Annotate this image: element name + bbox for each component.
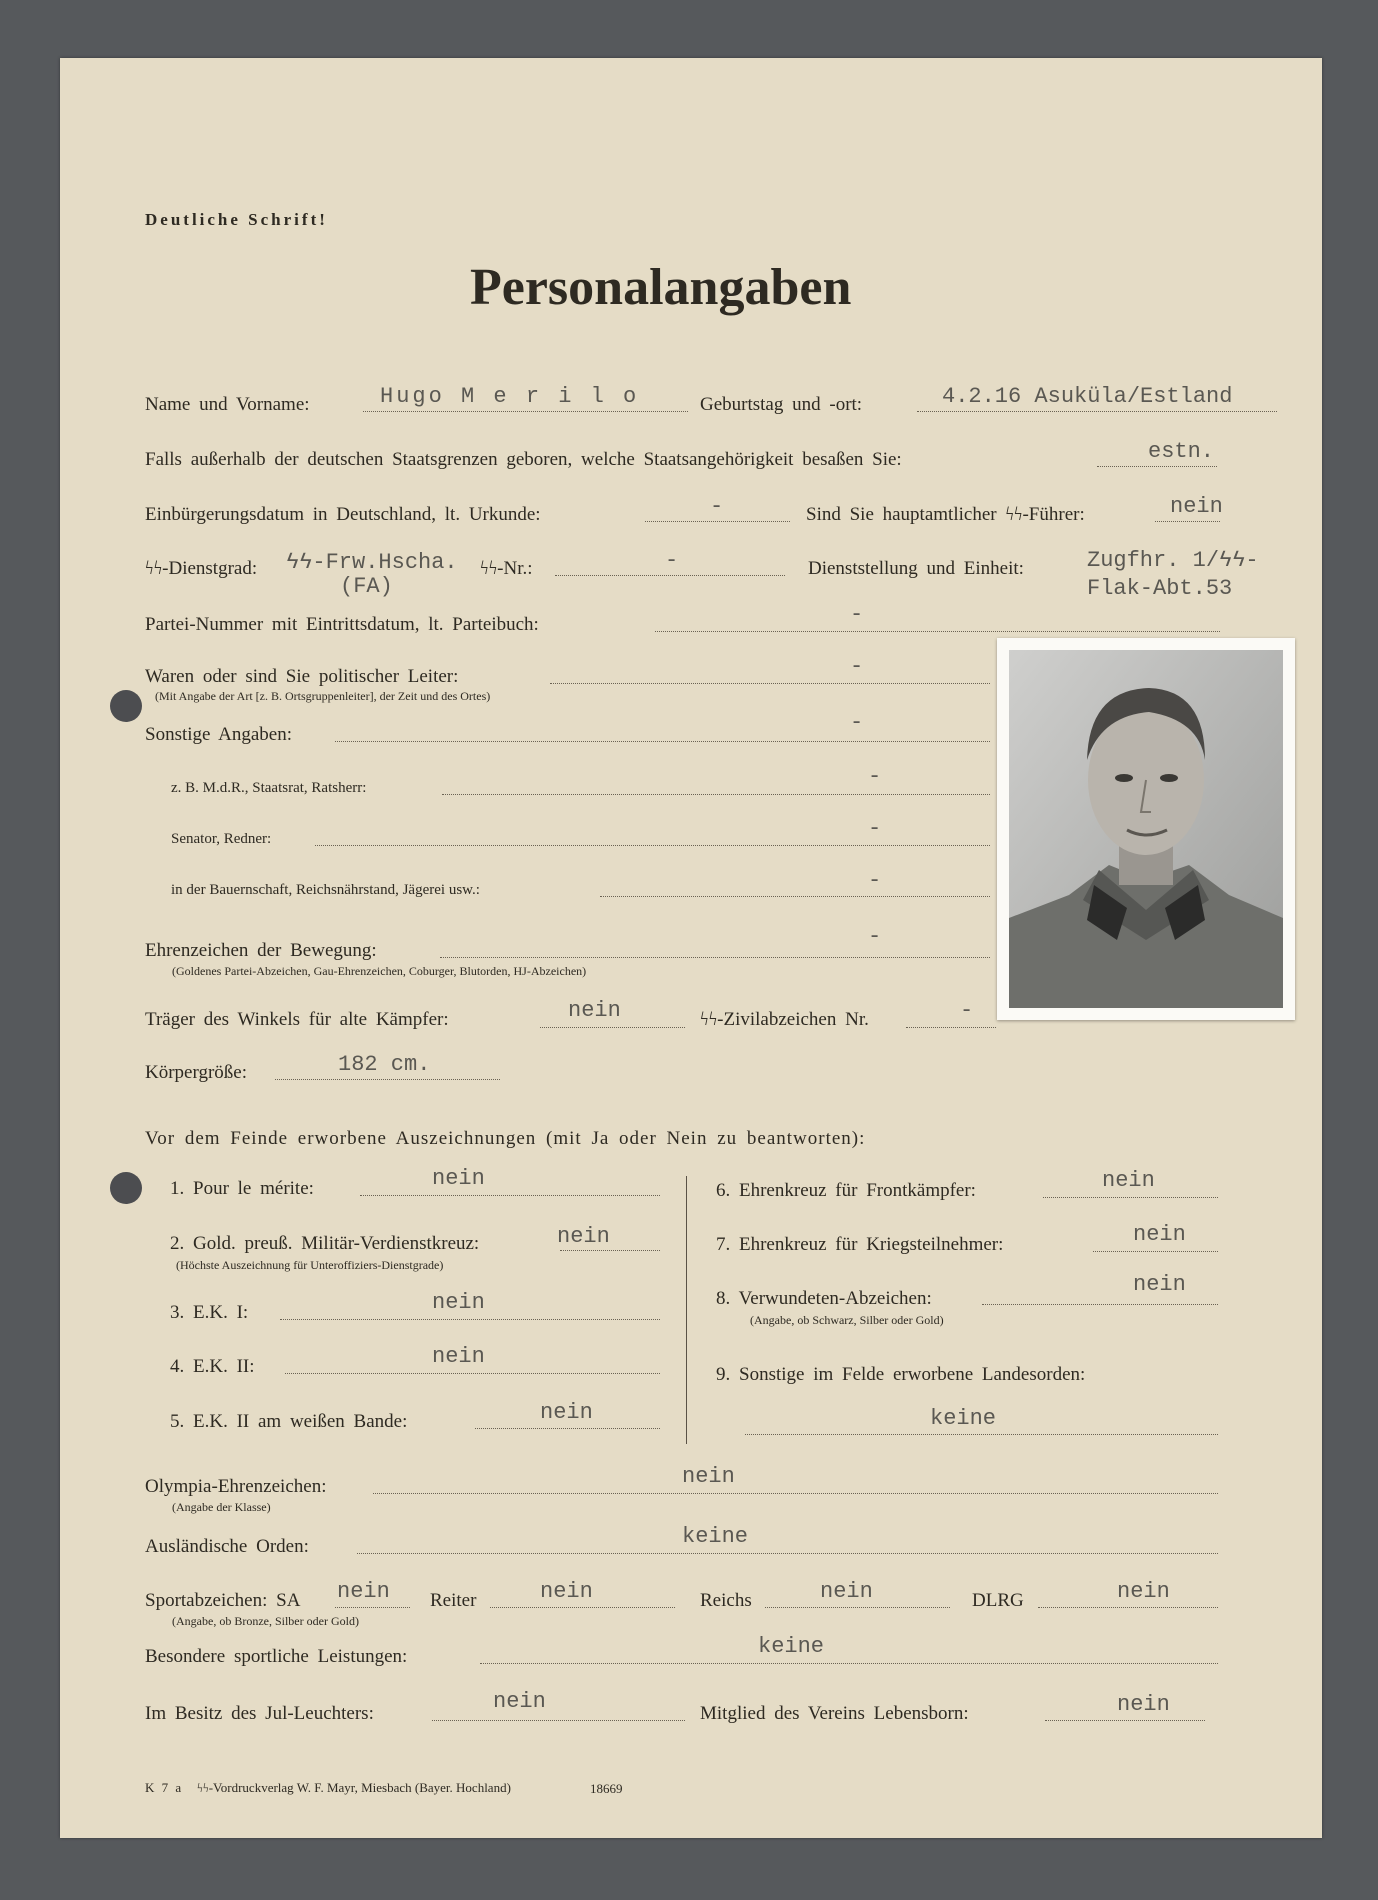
honors-note: (Goldenes Partei-Abzeichen, Gau-Ehrenzeichen, Coburger, Blutorden, HJ-Abzeichen): [172, 964, 587, 978]
portrait-icon: [1009, 650, 1283, 1008]
award-value: nein: [557, 1224, 610, 1249]
special-sport-label: Besondere sportliche Leistungen:: [145, 1646, 408, 1667]
punch-hole: [110, 690, 142, 722]
dotted-line: [275, 1079, 500, 1080]
foreign-orders-value: keine: [682, 1524, 749, 1549]
olympia-label: Olympia-Ehrenzeichen:: [145, 1476, 327, 1497]
dotted-line: [315, 845, 990, 846]
height-label: Körpergröße:: [145, 1062, 248, 1083]
reich-label: Reichs: [700, 1590, 752, 1611]
dotted-line: [550, 683, 990, 684]
naturalization-label: Einbürgerungsdatum in Deutschland, lt. Urkunde:: [145, 504, 541, 525]
sport-sa-value: nein: [337, 1579, 390, 1604]
dotted-line: [480, 1663, 1218, 1664]
rank-label: ϟϟ-Dienstgrad:: [145, 558, 258, 579]
chevron-label: Träger des Winkels für alte Kämpfer:: [145, 1009, 449, 1030]
dotted-line: [335, 741, 990, 742]
portrait-photo: [997, 638, 1295, 1020]
chevron-value: nein: [568, 998, 621, 1023]
reich-value: nein: [820, 1579, 873, 1604]
award-label: 6. Ehrenkreuz für Frontkämpfer:: [716, 1180, 976, 1201]
lebensborn-label: Mitglied des Vereins Lebensborn:: [700, 1703, 969, 1724]
dotted-line: [982, 1304, 1218, 1305]
other-value: -: [850, 710, 864, 735]
award-value: nein: [1133, 1222, 1186, 1247]
award-note: (Höchste Auszeichnung für Unteroffiziers-Dienstgrade): [176, 1258, 444, 1272]
civil-badge-value: -: [960, 998, 974, 1023]
award-label: 2. Gold. preuß. Militär-Verdienstkreuz:: [170, 1233, 480, 1254]
dlrg-value: nein: [1117, 1579, 1170, 1604]
mdr-value: -: [868, 764, 882, 789]
birth-label: Geburtstag und -ort:: [700, 394, 863, 415]
senator-value: -: [868, 816, 882, 841]
award-value: keine: [930, 1406, 997, 1431]
column-divider: [686, 1176, 687, 1444]
rider-value: nein: [540, 1579, 593, 1604]
award-value: nein: [432, 1166, 485, 1191]
award-label: 7. Ehrenkreuz für Kriegsteilnehmer:: [716, 1234, 1004, 1255]
dotted-line: [1097, 466, 1217, 467]
unit-value-line2: Flak-Abt.53: [1087, 576, 1233, 601]
farm-label: in der Bauernschaft, Reichsnährstand, Jägerei usw.:: [171, 882, 480, 898]
award-label: 4. E.K. II:: [170, 1356, 255, 1377]
citizenship-value: estn.: [1148, 439, 1215, 464]
mdr-label: z. B. M.d.R., Staatsrat, Ratsherr:: [171, 780, 367, 796]
ss-number-value: -: [665, 548, 679, 573]
rank-value: ϟϟ-Frw.Hscha.: [286, 550, 458, 575]
political-note: (Mit Angabe der Art [z. B. Ortsgruppenleiter], der Zeit und des Ortes): [155, 689, 491, 703]
ss-number-label: ϟϟ-Nr.:: [480, 558, 533, 579]
party-label: Partei-Nummer mit Eintrittsdatum, lt. Parteibuch:: [145, 614, 539, 635]
fulltime-label: Sind Sie hauptamtlicher ϟϟ-Führer:: [806, 504, 1085, 525]
foreign-orders-label: Ausländische Orden:: [145, 1536, 309, 1557]
dotted-line: [1045, 1720, 1205, 1721]
jul-value: nein: [493, 1689, 546, 1714]
party-value: -: [850, 602, 864, 627]
dotted-line: [475, 1428, 660, 1429]
name-label: Name und Vorname:: [145, 394, 310, 415]
page-title: Personalangaben: [470, 259, 852, 316]
other-label: Sonstige Angaben:: [145, 724, 293, 745]
rank-value-suffix: (FA): [340, 574, 393, 599]
birth-value: 4.2.16 Asuküla/Estland: [942, 384, 1233, 409]
dotted-line: [540, 1027, 685, 1028]
dotted-line: [285, 1373, 660, 1374]
award-value: nein: [1133, 1272, 1186, 1297]
naturalization-value: -: [710, 494, 724, 519]
dotted-line: [906, 1027, 996, 1028]
award-label: 9. Sonstige im Felde erworbene Landesorden:: [716, 1364, 1086, 1385]
dotted-line: [655, 631, 1220, 632]
dotted-line: [645, 521, 790, 522]
honors-value: -: [868, 924, 882, 949]
dotted-line: [1043, 1197, 1218, 1198]
form-code: K 7 a: [145, 1780, 184, 1795]
dotted-line: [490, 1607, 675, 1608]
lebensborn-value: nein: [1117, 1692, 1170, 1717]
olympia-note: (Angabe der Klasse): [172, 1500, 271, 1514]
dotted-line: [765, 1607, 950, 1608]
citizenship-label: Falls außerhalb der deutschen Staatsgrenzen geboren, welche Staatsangehörigkeit besaßen Sie:: [145, 449, 902, 470]
political-label: Waren oder sind Sie politischer Leiter:: [145, 666, 459, 687]
dlrg-label: DLRG: [972, 1590, 1024, 1611]
publisher: ϟϟ-Vordruckverlag W. F. Mayr, Miesbach (Bayer. Hochland): [197, 1780, 511, 1795]
jul-label: Im Besitz des Jul-Leuchters:: [145, 1703, 374, 1724]
height-value: 182 cm.: [338, 1052, 431, 1077]
dotted-line: [357, 1553, 1218, 1554]
olympia-value: nein: [682, 1464, 735, 1489]
sport-note: (Angabe, ob Bronze, Silber oder Gold): [172, 1614, 359, 1628]
dotted-line: [917, 411, 1277, 412]
dotted-line: [373, 1493, 1218, 1494]
fulltime-value: nein: [1170, 494, 1223, 519]
political-value: -: [850, 654, 864, 679]
special-sport-value: keine: [758, 1634, 825, 1659]
dotted-line: [745, 1434, 1218, 1435]
dotted-line: [360, 1195, 660, 1196]
unit-label: Dienststellung und Einheit:: [808, 558, 1024, 579]
award-value: nein: [540, 1400, 593, 1425]
award-value: nein: [432, 1344, 485, 1369]
dotted-line: [280, 1319, 660, 1320]
award-value: nein: [432, 1290, 485, 1315]
sport-label: Sportabzeichen: SA: [145, 1590, 301, 1611]
dotted-line: [432, 1720, 685, 1721]
dotted-line: [600, 896, 990, 897]
dotted-line: [335, 1607, 410, 1608]
senator-label: Senator, Redner:: [171, 831, 272, 847]
instruction-text: Deutliche Schrift!: [145, 210, 328, 229]
dotted-line: [1038, 1607, 1218, 1608]
dotted-line: [1093, 1251, 1218, 1252]
name-value: Hugo M e r i l o: [380, 384, 640, 409]
dotted-line: [440, 957, 990, 958]
farm-value: -: [868, 868, 882, 893]
honors-label: Ehrenzeichen der Bewegung:: [145, 940, 377, 961]
dotted-line: [1155, 521, 1220, 522]
award-label: 3. E.K. I:: [170, 1302, 249, 1323]
unit-value: Zugfhr. 1/ϟϟ-: [1087, 548, 1259, 573]
form-number: 18669: [590, 1781, 623, 1796]
award-label: 5. E.K. II am weißen Bande:: [170, 1411, 408, 1432]
award-label: 1. Pour le mérite:: [170, 1178, 314, 1199]
punch-hole: [110, 1172, 142, 1204]
awards-heading: Vor dem Feinde erworbene Auszeichnungen (mit Ja oder Nein zu beantworten):: [145, 1128, 866, 1149]
form-sheet: [60, 58, 1322, 1838]
rider-label: Reiter: [430, 1590, 477, 1611]
civil-badge-label: ϟϟ-Zivilabzeichen Nr.: [700, 1009, 869, 1030]
award-label: 8. Verwundeten-Abzeichen:: [716, 1288, 932, 1309]
dotted-line: [555, 575, 785, 576]
dotted-line: [363, 411, 688, 412]
dotted-line: [442, 794, 990, 795]
award-value: nein: [1102, 1168, 1155, 1193]
award-note: (Angabe, ob Schwarz, Silber oder Gold): [750, 1313, 944, 1327]
dotted-line: [560, 1250, 660, 1251]
